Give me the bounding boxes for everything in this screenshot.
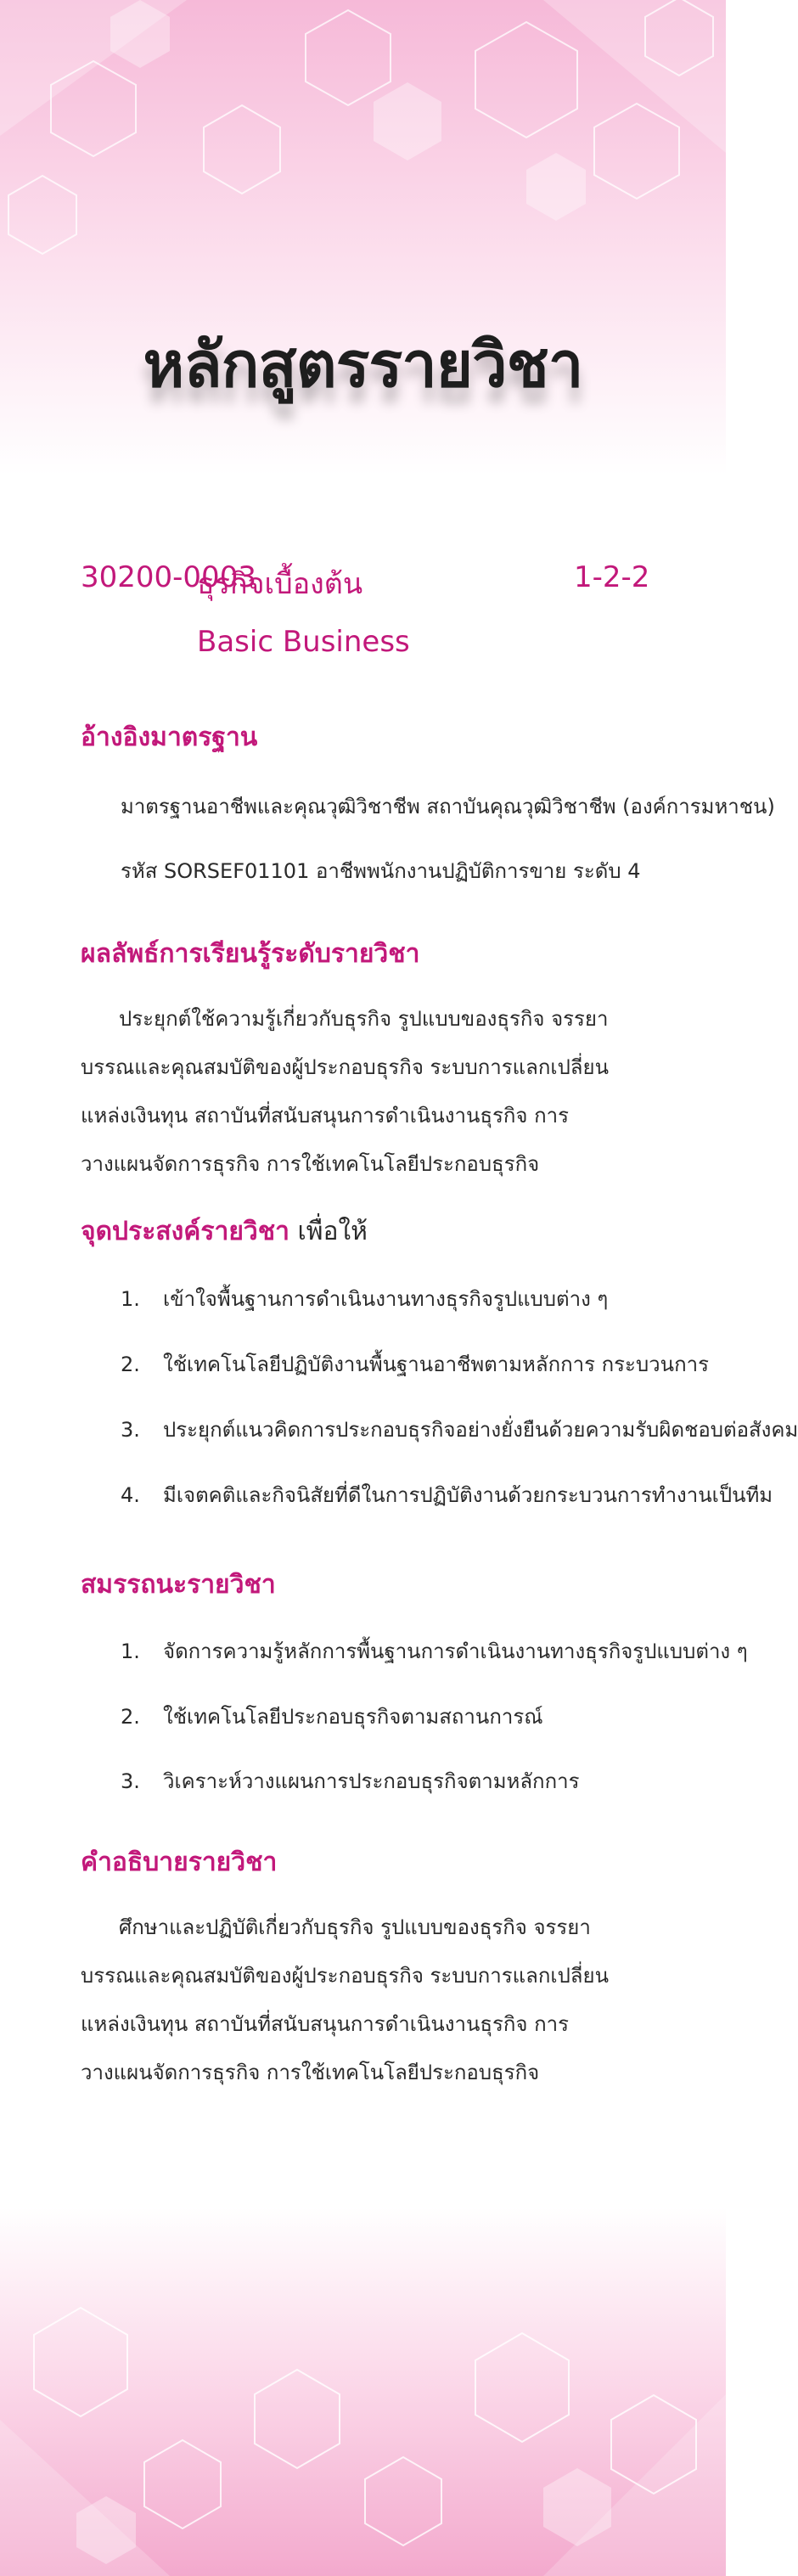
objective-text: ประยุกต์แนวคิดการประกอบธุรกิจอย่างยั่งยืนด้วยความรับผิดชอบต่อสังคม	[163, 1418, 798, 1442]
objective-number: 1.	[121, 1287, 140, 1311]
competency-item	[121, 1634, 748, 1668]
competency-number: 1.	[121, 1640, 140, 1663]
competency-text: วิเคราะห์วางแผนการประกอบธุรกิจตามหลักการ	[163, 1769, 580, 1793]
course-name-thai: ธุรกิจเบื้องต้น	[197, 567, 363, 601]
hexagon-pattern-bottom	[0, 2208, 726, 2576]
objective-number: 4.	[121, 1483, 140, 1507]
description-paragraph	[81, 1904, 624, 2097]
competency-number: 3.	[121, 1769, 140, 1793]
objective-item	[121, 1282, 608, 1315]
course-code: 30200-0003	[81, 560, 256, 594]
competency-text: ใช้เทคโนโลยีประกอบธุรกิจตามสถานการณ์	[163, 1705, 543, 1729]
objective-text: ใช้เทคโนโลยีปฏิบัติงานพื้นฐานอาชีพตามหลักการ กระบวนการ	[163, 1353, 709, 1376]
objective-text: เข้าใจพื้นฐานการดำเนินงานทางธุรกิจรูปแบบต่าง ๆ	[163, 1287, 609, 1311]
competencies-heading: สมรรถนะรายวิชา	[81, 1570, 276, 1600]
objective-item	[121, 1347, 709, 1381]
page-title: หลักสูตรรายวิชา	[143, 329, 583, 402]
standard-ref-heading: อ้างอิงมาตรฐาน	[81, 723, 258, 752]
objective-item	[121, 1478, 773, 1511]
learning-outcome-paragraph	[81, 995, 624, 1189]
objectives-heading-suffix: เพื่อให้	[289, 1217, 368, 1246]
course-name-english: Basic Business	[197, 625, 410, 659]
competency-item	[121, 1700, 542, 1733]
standard-ref-line-1: มาตรฐานอาชีพและคุณวุฒิวิชาชีพ สถาบันคุณวุฒิวิชาชีพ (องค์การมหาชน)	[121, 795, 775, 818]
course-credits: 1-2-2	[574, 560, 650, 594]
objective-number: 3.	[121, 1418, 140, 1442]
objectives-heading	[81, 1212, 368, 1251]
objective-item	[121, 1413, 798, 1446]
competency-number: 2.	[121, 1705, 140, 1729]
standard-ref-line-2: รหัส SORSEF01101 อาชีพพนักงานปฏิบัติการขาย ระดับ 4	[121, 859, 641, 883]
description-heading: คำอธิบายรายวิชา	[81, 1848, 278, 1877]
competency-item	[121, 1764, 580, 1797]
description-text: ศึกษาและปฏิบัติเกี่ยวกับธุรกิจ รูปแบบของธุรกิจ จรรยาบรรณและคุณสมบัติของผู้ประกอบธุรกิจ ระบบการแลกเปลี่ยน แหล่งเงินทุน สถาบันที่สนับสนุนการดำเนินงานธุรกิจ การวางแผนจัดการธุรกิจ การใช้เทคโนโลยีประกอบธุรกิจ	[81, 1915, 609, 2084]
learning-outcome-text: ประยุกต์ใช้ความรู้เกี่ยวกับธุรกิจ รูปแบบของธุรกิจ จรรยาบรรณและคุณสมบัติของผู้ประกอบธุรกิจ ระบบการแลกเปลี่ยน แหล่งเงินทุน สถาบันที่สนับสนุนการดำเนินงานธุรกิจ การวางแผนจัดการธุรกิจ การใช้เทคโนโลยีประกอบธุรกิจ	[81, 1007, 609, 1176]
objective-text: มีเจตคติและกิจนิสัยที่ดีในการปฏิบัติงานด้วยกระบวนการทำงานเป็นทีม	[163, 1483, 773, 1507]
objective-number: 2.	[121, 1353, 140, 1376]
objectives-heading-label: จุดประสงค์รายวิชา	[81, 1217, 289, 1246]
learning-outcome-heading: ผลลัพธ์การเรียนรู้ระดับรายวิชา	[81, 939, 420, 969]
competency-text: จัดการความรู้หลักการพื้นฐานการดำเนินงานทางธุรกิจรูปแบบต่าง ๆ	[163, 1640, 748, 1663]
